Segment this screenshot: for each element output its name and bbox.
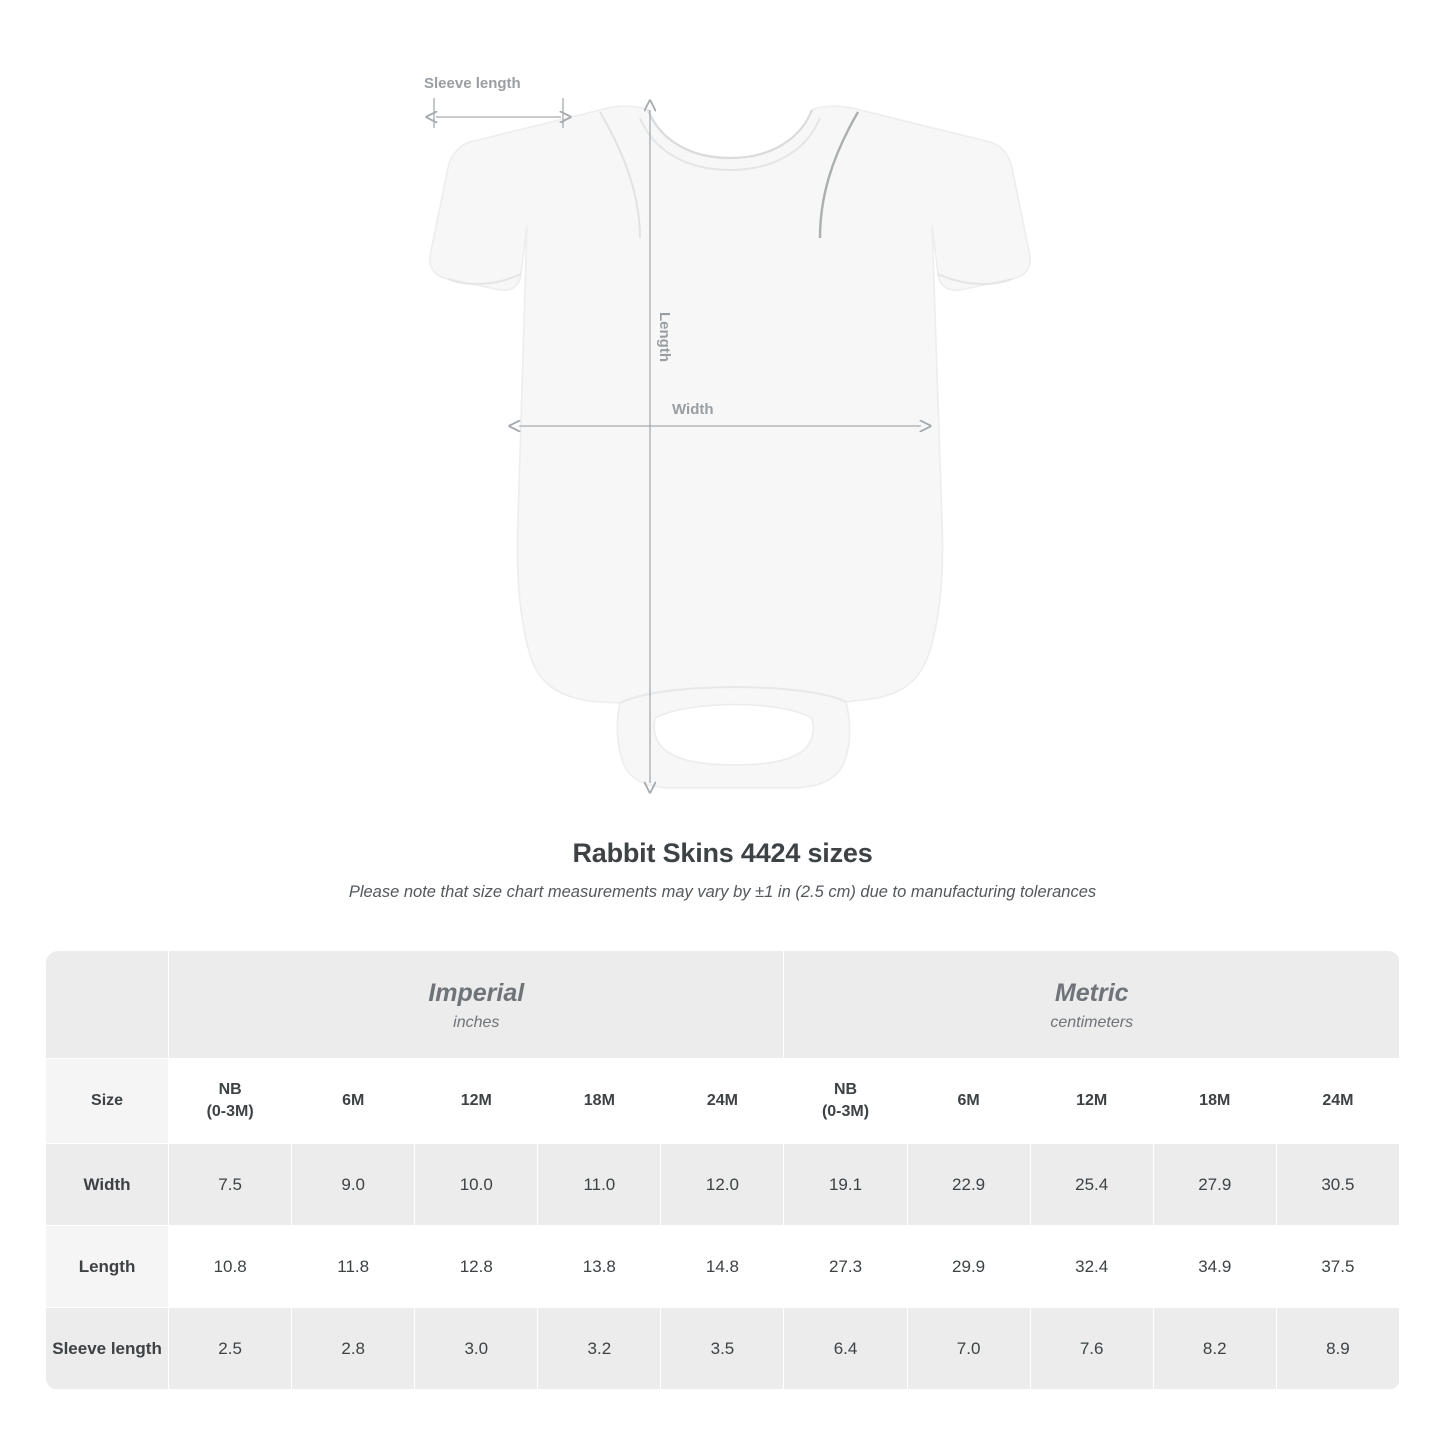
cell-width-6: 22.9 [907,1144,1030,1226]
row-label-sleeve-length: Sleeve length [46,1308,169,1390]
width-dimension-label: Width [672,401,714,418]
size-column-header-4: 24M [661,1059,784,1144]
row-label-length: Length [46,1226,169,1308]
cell-sleeve-0: 2.5 [169,1308,292,1390]
page-title: Rabbit Skins 4424 sizes [572,838,873,868]
unit-group-imperial-name: Imperial [428,978,525,1007]
size-column-header-0 [169,1059,292,1144]
size-chart-table [45,950,1400,1390]
size-column-header-0-line1: NB [218,1081,242,1099]
cell-length-9: 37.5 [1276,1226,1399,1308]
cell-width-4: 12.0 [661,1144,784,1226]
cell-width-9: 30.5 [1276,1144,1399,1226]
cell-width-7: 25.4 [1030,1144,1153,1226]
unit-group-metric [784,951,1400,1059]
table-row [46,1144,1400,1226]
size-column-header-7: 12M [1030,1059,1153,1144]
bodysuit-shape [430,106,1031,788]
cell-sleeve-9: 8.9 [1276,1308,1399,1390]
unit-group-metric-sub: centimeters [1050,1013,1134,1031]
size-header-label: Size [46,1059,169,1144]
cell-sleeve-2: 3.0 [415,1308,538,1390]
size-header-row [46,1059,1400,1144]
cell-sleeve-5: 6.4 [784,1308,907,1390]
cell-sleeve-7: 7.6 [1030,1308,1153,1390]
unit-group-imperial-sub: inches [453,1013,500,1031]
cell-length-5: 27.3 [784,1226,907,1308]
size-column-header-3: 18M [538,1059,661,1144]
unit-group-metric-name: Metric [1054,978,1129,1007]
cell-width-3: 11.0 [538,1144,661,1226]
cell-length-2: 12.8 [415,1226,538,1308]
table-row [46,1308,1400,1390]
cell-width-1: 9.0 [292,1144,415,1226]
size-column-header-1: 6M [292,1059,415,1144]
unit-header-row [46,951,1400,1059]
size-column-header-8: 18M [1153,1059,1276,1144]
cell-sleeve-4: 3.5 [661,1308,784,1390]
tolerance-note: Please note that size chart measurements may vary by ±1 in (2.5 cm) due to manufacturing tolerances [348,883,1097,901]
cell-sleeve-3: 3.2 [538,1308,661,1390]
size-column-header-5-line2: (0-3M) [821,1103,870,1120]
unit-header-corner [46,951,169,1059]
size-column-header-9: 24M [1276,1059,1399,1144]
size-column-header-6: 6M [907,1059,1030,1144]
cell-length-8: 34.9 [1153,1226,1276,1308]
title-block [0,838,1445,902]
length-dimension-label: Length [656,312,673,362]
cell-width-5: 19.1 [784,1144,907,1226]
cell-sleeve-1: 2.8 [292,1308,415,1390]
cell-length-1: 11.8 [292,1226,415,1308]
size-column-header-0-line2: (0-3M) [206,1103,254,1120]
cell-sleeve-6: 7.0 [907,1308,1030,1390]
cell-length-6: 29.9 [907,1226,1030,1308]
cell-width-2: 10.0 [415,1144,538,1226]
size-column-header-5-line1: NB [833,1081,858,1099]
cell-length-4: 14.8 [661,1226,784,1308]
size-column-header-2: 12M [415,1059,538,1144]
table-row [46,1226,1400,1308]
cell-length-7: 32.4 [1030,1226,1153,1308]
cell-width-8: 27.9 [1153,1144,1276,1226]
cell-length-3: 13.8 [538,1226,661,1308]
size-column-header-5 [784,1059,907,1144]
cell-length-0: 10.8 [169,1226,292,1308]
cell-width-0: 7.5 [169,1144,292,1226]
cell-sleeve-8: 8.2 [1153,1308,1276,1390]
row-label-width: Width [46,1144,169,1226]
unit-group-imperial [169,951,784,1059]
sleeve-length-dimension-label: Sleeve length [424,75,521,92]
size-chart-table-wrap [45,950,1400,1390]
